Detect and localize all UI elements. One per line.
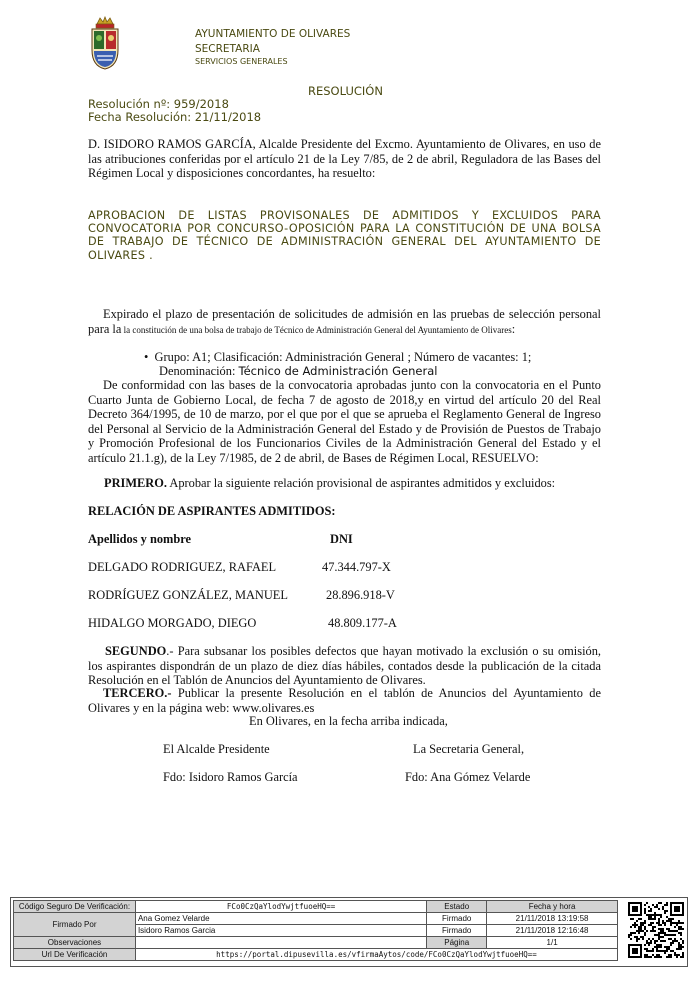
- closing-line: En Olivares, en la fecha arriba indicada,: [249, 714, 448, 728]
- tercero-label: TERCERO.-: [103, 686, 172, 700]
- primero-text: Aprobar la siguiente relación provisional de aspirantes admitidos y excluidos:: [166, 476, 556, 490]
- primero-paragraph: [104, 476, 604, 491]
- paragraph-expirado-start: Expirado el plazo de presentación de solicitudes de admisión en las pruebas de selección personal para la: [88, 307, 601, 336]
- tercero-paragraph: [88, 686, 601, 715]
- bullet-line2-value: Técnico de Administración General: [238, 364, 438, 378]
- estado-label: Estado: [427, 901, 487, 913]
- segundo-label: SEGUNDO: [105, 644, 167, 658]
- signer-left-title: El Alcalde Presidente: [163, 742, 270, 756]
- org-department: SECRETARIA: [195, 43, 260, 55]
- list-row-name: RODRÍGUEZ GONZÁLEZ, MANUEL: [88, 588, 288, 602]
- table-row: [14, 937, 618, 949]
- org-name: AYUNTAMIENTO DE OLIVARES: [195, 28, 351, 40]
- signer-estado: Firmado: [427, 913, 487, 925]
- table-row: [14, 949, 618, 961]
- table-row: [14, 913, 618, 925]
- list-row-dni: 28.896.918-V: [326, 588, 395, 602]
- pagina-label: Página: [427, 937, 487, 949]
- signer-name: Isidoro Ramos Garcia: [135, 925, 426, 937]
- pagina-value: 1/1: [487, 937, 618, 949]
- resolution-number: Resolución nº: 959/2018: [88, 97, 229, 111]
- signer-right-name: Fdo: Ana Gómez Velarde: [405, 770, 531, 784]
- url-label: Url De Verificación: [14, 949, 136, 961]
- paragraph-expirado: [88, 307, 601, 337]
- url-value[interactable]: https://portal.dipusevilla.es/vfirmaAytos/code/FCo0CzQaYlodYwjtfuoeHQ==: [135, 949, 617, 961]
- code-value: FCo0CzQaYlodYwjtfuoeHQ==: [135, 901, 426, 913]
- signer-estado: Firmado: [427, 925, 487, 937]
- resolution-date: Fecha Resolución: 21/11/2018: [88, 110, 262, 124]
- list-row-dni: 47.344.797-X: [322, 560, 391, 574]
- bullet-item: [144, 350, 604, 365]
- primero-label: PRIMERO.: [104, 476, 167, 490]
- paragraph-expirado-small: la constitución de una bolsa de trabajo de Técnico de Administración General del Ayuntamiento de Olivares: [121, 324, 512, 335]
- firmado-por-label: Firmado Por: [14, 913, 136, 937]
- signer-left-name: Fdo: Isidoro Ramos García: [163, 770, 298, 784]
- signer-fecha: 21/11/2018 13:19:58: [487, 913, 618, 925]
- list-header-dni: DNI: [330, 532, 353, 546]
- list-header-name: Apellidos y nombre: [88, 532, 192, 546]
- signer-fecha: 21/11/2018 12:16:48: [487, 925, 618, 937]
- org-section: SERVICIOS GENERALES: [195, 57, 288, 66]
- list-row-dni: 48.809.177-A: [328, 616, 397, 630]
- coat-of-arms-icon: [88, 16, 122, 70]
- table-row: [14, 901, 618, 913]
- verification-table: [13, 900, 618, 961]
- observaciones-label: Observaciones: [14, 937, 136, 949]
- admitidos-title: RELACIÓN DE ASPIRANTES ADMITIDOS:: [88, 504, 336, 518]
- list-row-name: DELGADO RODRIGUEZ, RAFAEL: [88, 560, 277, 574]
- bullet-line2-label: Denominación:: [159, 364, 239, 378]
- fecha-label: Fecha y hora: [487, 901, 618, 913]
- bullet-line2: [159, 364, 437, 379]
- bullet-line1: Grupo: A1; Clasificación: Administración General ; Número de vacantes: 1;: [154, 350, 532, 364]
- segundo-text: .- Para subsanar los posibles defectos que hayan motivado la exclusión o su omisión, los aspirantes dispondrán de un plazo de diez días hábiles, contados desde la publicación de la citada Resolución en el Tablón de Anuncios del Ayuntamiento de Olivares.: [88, 644, 601, 688]
- qr-code-icon: [628, 902, 684, 958]
- paragraph-expirado-end: :: [511, 321, 516, 336]
- tercero-text: Publicar la presente Resolución en el tablón de Anuncios del Ayuntamiento de Olivares y en la página web: www.olivares.es: [88, 686, 601, 715]
- intro-paragraph: D. ISIDORO RAMOS GARCÍA, Alcalde Presidente del Excmo. Ayuntamiento de Olivares, en uso de las atribuciones conferidas por el artículo 21 de la Ley 7/85, de 2 de abril, Reguladora de las Bases del Régimen Local y disposiciones concordantes, ha resuelto:: [88, 137, 601, 181]
- segundo-paragraph: [88, 644, 601, 688]
- resolution-title: RESOLUCIÓN: [308, 84, 383, 98]
- bullet-dot: •: [144, 350, 155, 364]
- list-row-name: HIDALGO MORGADO, DIEGO: [88, 616, 257, 630]
- paragraph-conformidad: De conformidad con las bases de la convocatoria aprobadas junto con la convocatoria en el Punto Cuarto Junta de Gobierno Local, de fecha 7 de agosto de 2018,y en virtud del artículo 20 del Real Decreto 364/1995, de 10 de marzo, por el que por el que se aprueba el Reglamento General de Ingreso del Personal al Servicio de la Administración General del Estado y de Provisión de Puestos de Trabajo y Promoción Profesional de los Funcionarios Civiles de la Administración General del Estado y el artículo 21.1.g), de la Ley 7/1985, de 2 de abril, de Bases de Régimen Local, RESUELVO:: [88, 378, 601, 465]
- verification-box: [10, 897, 688, 967]
- signer-right-title: La Secretaria General,: [413, 742, 525, 756]
- subject-heading: APROBACION DE LISTAS PROVISONALES DE ADMITIDOS Y EXCLUIDOS PARA CONVOCATORIA POR CONCURSO-OPOSICIÓN PARA LA CONSTITUCIÓN DE UNA BOLSA DE TRABAJO DE TÉCNICO DE ADMINISTRACIÓN GENERAL DEL AYUNTAMIENTO DE OLIVARES .: [88, 209, 601, 262]
- signer-name: Ana Gomez Velarde: [135, 913, 426, 925]
- observaciones-value: [135, 937, 426, 949]
- code-label: Código Seguro De Verificación:: [14, 901, 136, 913]
